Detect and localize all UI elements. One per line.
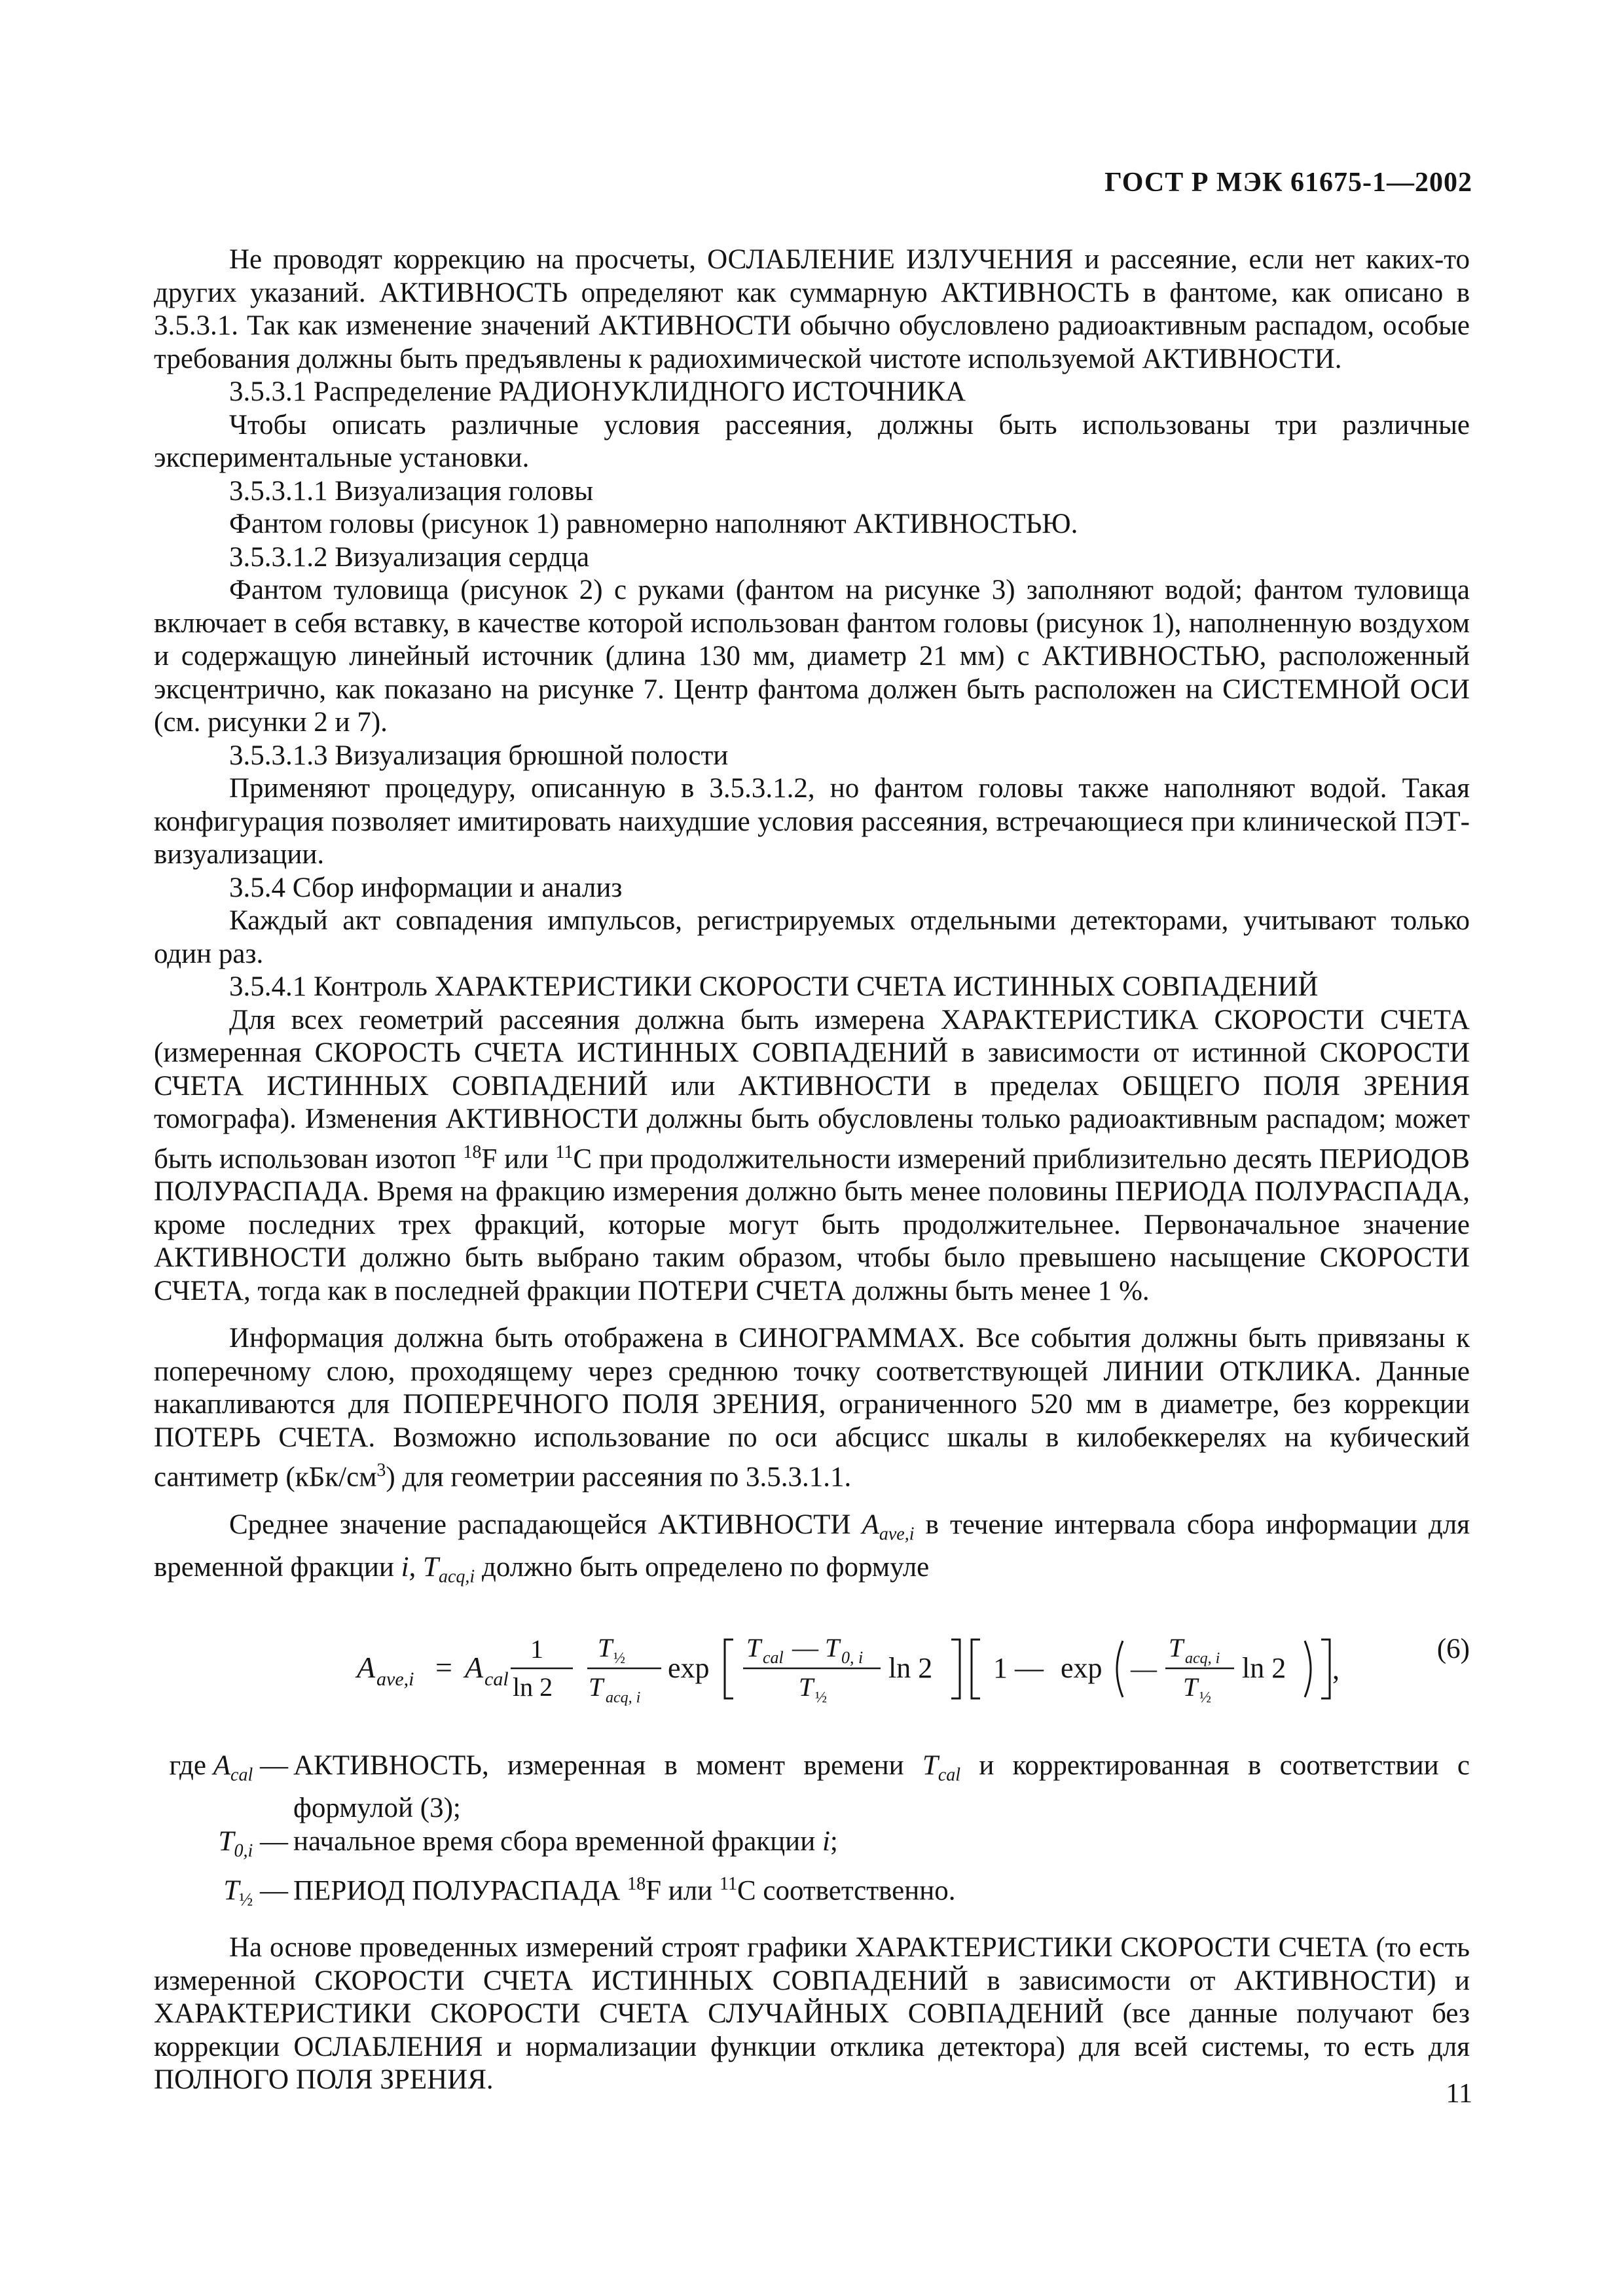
formula-half: ½ <box>613 1650 625 1668</box>
formula-t: T <box>598 1633 613 1663</box>
paragraph: Чтобы описать различные условия рассеяния, должны быть использованы три различные экспериментальные установки. <box>154 409 1470 473</box>
formula-minus: — <box>792 1633 818 1663</box>
page-number: 11 <box>1446 2079 1472 2109</box>
definition-t0: $T_{0,i}$ — начальное время сбора временной фракции i; <box>218 1825 838 1861</box>
formula-half: ½ <box>815 1689 827 1707</box>
paragraph: Каждый акт совпадения импульсов, регистрируемых отдельными детекторами, учитывают только один раз. <box>154 905 1470 969</box>
formula-one: 1 <box>530 1634 543 1664</box>
bracket-right <box>1321 1640 1330 1698</box>
formula-one-minus: 1 — <box>993 1652 1044 1685</box>
bracket-left <box>972 1640 980 1698</box>
definition-acal: где $A_{cal}$ — АКТИВНОСТЬ, измеренная в момент времени $T_{cal}$ и корректированная в соответствии с формулой (3); <box>169 1750 1470 1824</box>
formula-zero-i: 0, i <box>841 1648 864 1668</box>
definitions-list <box>154 1749 1470 1917</box>
formula-cal: cal <box>763 1648 784 1668</box>
document-body <box>154 243 1470 2097</box>
formula-6 <box>154 1607 1470 1731</box>
formula-exp: exp <box>668 1652 710 1685</box>
paragraph: Информация должна быть отображена в СИНОГРАММАХ. Все события должны быть привязаны к поперечному слою, проходящему через среднюю точку соответствующей ЛИНИИ ОТКЛИКА. Данные накапливаются для ПОПЕРЕЧНОГО ПОЛЯ ЗРЕНИЯ, ограниченного 520 мм в диаметре, без коррекции ПОТЕРЬ СЧЕТА. Возможно использование по оси абсцисс шкалы в килобеккерелях на кубический сантиметр $(кБк/см^3)$ для геометрии рассеяния по 3.5.3.1.1. <box>154 1323 1470 1493</box>
formula-t: T <box>825 1633 840 1663</box>
formula-acal-sub: cal <box>484 1668 509 1691</box>
paren-left <box>1117 1641 1123 1697</box>
formula-graphic <box>154 1607 1470 1731</box>
paragraph: На основе проведенных измерений строят графики ХАРАКТЕРИСТИКИ СКОРОСТИ СЧЕТА (то есть измеренной СКОРОСТИ СЧЕТА ИСТИННЫХ СОВПАДЕНИЙ в зависимости от АКТИВНОСТИ) и ХАРАКТЕРИСТИКИ СКОРОСТИ СЧЕТА СЛУЧАЙНЫХ СОВПАДЕНИЙ (все данные получают без коррекции ОСЛАБЛЕНИЯ и нормализации функции отклика детектора) для всей системы, то есть для ПОЛНОГО ПОЛЯ ЗРЕНИЯ. <box>154 1932 1470 2096</box>
paragraph: Для всех геометрий рассеяния должна быть измерена ХАРАКТЕРИСТИКА СКОРОСТИ СЧЕТА (измеренная СКОРОСТЬ СЧЕТА ИСТИННЫХ СОВПАДЕНИЙ в зависимости от истинной СКОРОСТИ СЧЕТА ИСТИННЫХ СОВПАДЕНИЙ или АКТИВНОСТИ в пределах ОБЩЕГО ПОЛЯ ЗРЕНИЯ томографа). Изменения АКТИВНОСТИ должны быть обусловлены только радиоактивным распадом; может быть использован изотоп $^{18}$F или $^{11}$C при продолжительности измерений приблизительно десять ПЕРИОДОВ ПОЛУРАСПАДА. Время на фракцию измерения должно быть менее половины ПЕРИОДА ПОЛУРАСПАДА, кроме последних трех фракций, которые могут быть продолжительнее. Первоначальное значение АКТИВНОСТИ должно быть выбрано таким образом, чтобы было превышено насыщение СКОРОСТИ СЧЕТА, тогда как в последней фракции ПОТЕРИ СЧЕТА должны быть менее 1 %. <box>154 1004 1470 1306</box>
paragraph: Среднее значение распадающейся АКТИВНОСТИ $A_{ave,i}$ в течение интервала сбора информации для временной фракции i, $T_{acq,i}$ должно быть определено по формуле <box>154 1509 1470 1587</box>
formula-t: T <box>589 1672 604 1702</box>
bracket-right <box>951 1640 960 1698</box>
formula-lhs: A <box>357 1651 376 1685</box>
section-heading: 3.5.4 Сбор информации и анализ <box>229 872 623 903</box>
formula-t: T <box>1169 1633 1184 1663</box>
definition-thalf: $T_{\frac{1}{2}}$ — ПЕРИОД ПОЛУРАСПАДА $^{18}$F или $^{11}$C соответственно. <box>223 1874 956 1910</box>
section-heading: 3.5.4.1 Контроль ХАРАКТЕРИСТИКИ СКОРОСТИ СЧЕТА ИСТИННЫХ СОВПАДЕНИЙ <box>229 971 1319 1002</box>
formula-t: T <box>746 1633 761 1663</box>
paragraph: Фантом туловища (рисунок 2) с руками (фантом на рисунке 3) заполняют водой; фантом туловища включает в себя вставку, в качестве которой использован фантом головы (рисунок 1), наполненную воздухом и содержащую линейный источник (длина 130 мм, диаметр 21 мм) с АКТИВНОСТЬЮ, расположенный эксцентрично, как показано на рисунке 7. Центр фантома должен быть расположен на СИСТЕМНОЙ ОСИ (см. рисунки 2 и 7). <box>154 575 1470 738</box>
section-heading: 3.5.3.1.1 Визуализация головы <box>229 475 594 507</box>
formula-exp: exp <box>1061 1652 1103 1685</box>
formula-ln2: ln 2 <box>1242 1652 1286 1685</box>
formula-acal: A <box>465 1651 484 1685</box>
section-heading: 3.5.3.1.2 Визуализация сердца <box>229 541 590 573</box>
formula-acqi: acq, i <box>606 1689 641 1707</box>
formula-t: T <box>799 1672 814 1702</box>
paragraph: Фантом головы (рисунок 1) равномерно наполняют АКТИВНОСТЬЮ. <box>229 509 1078 539</box>
paragraph: Не проводят коррекцию на просчеты, ОСЛАБЛЕНИЕ ИЗЛУЧЕНИЯ и рассеяние, если нет каких-то других указаний. АКТИВНОСТЬ определяют как суммарную АКТИВНОСТЬ в фантоме, как описано в 3.5.3.1. Так как изменение значений АКТИВНОСТИ обычно обусловлено радиоактивным распадом, особые требования должны быть предъявлены к радиохимической чистоте используемой АКТИВНОСТИ. <box>154 244 1470 374</box>
formula-ln2: ln 2 <box>888 1652 933 1685</box>
section-heading: 3.5.3.1 Распределение РАДИОНУКЛИДНОГО ИСТОЧНИКА <box>229 376 966 407</box>
section-heading: 3.5.3.1.3 Визуализация брюшной полости <box>229 740 729 771</box>
equation-number: (6) <box>1436 1634 1470 1665</box>
formula-lhs-sub: ave,i <box>376 1668 414 1691</box>
formula-acqi: acq, i <box>1185 1650 1220 1668</box>
formula-t: T <box>1183 1672 1198 1702</box>
formula-ln2: ln 2 <box>513 1672 553 1702</box>
paren-right <box>1305 1641 1311 1697</box>
formula-comma: , <box>1332 1653 1340 1686</box>
bracket-left <box>725 1640 733 1698</box>
formula-half: ½ <box>1199 1689 1211 1707</box>
formula-equals: = <box>435 1651 452 1685</box>
paragraph: Применяют процедуру, описанную в 3.5.3.1.2, но фантом головы также наполняют водой. Такая конфигурация позволяет имитировать наихудшие условия рассеяния, встречающиеся при клинической ПЭТ-визуализации. <box>154 773 1470 870</box>
formula-minus: — <box>1131 1654 1157 1684</box>
document-header: ГОСТ Р МЭК 61675-1—2002 <box>1104 168 1472 198</box>
